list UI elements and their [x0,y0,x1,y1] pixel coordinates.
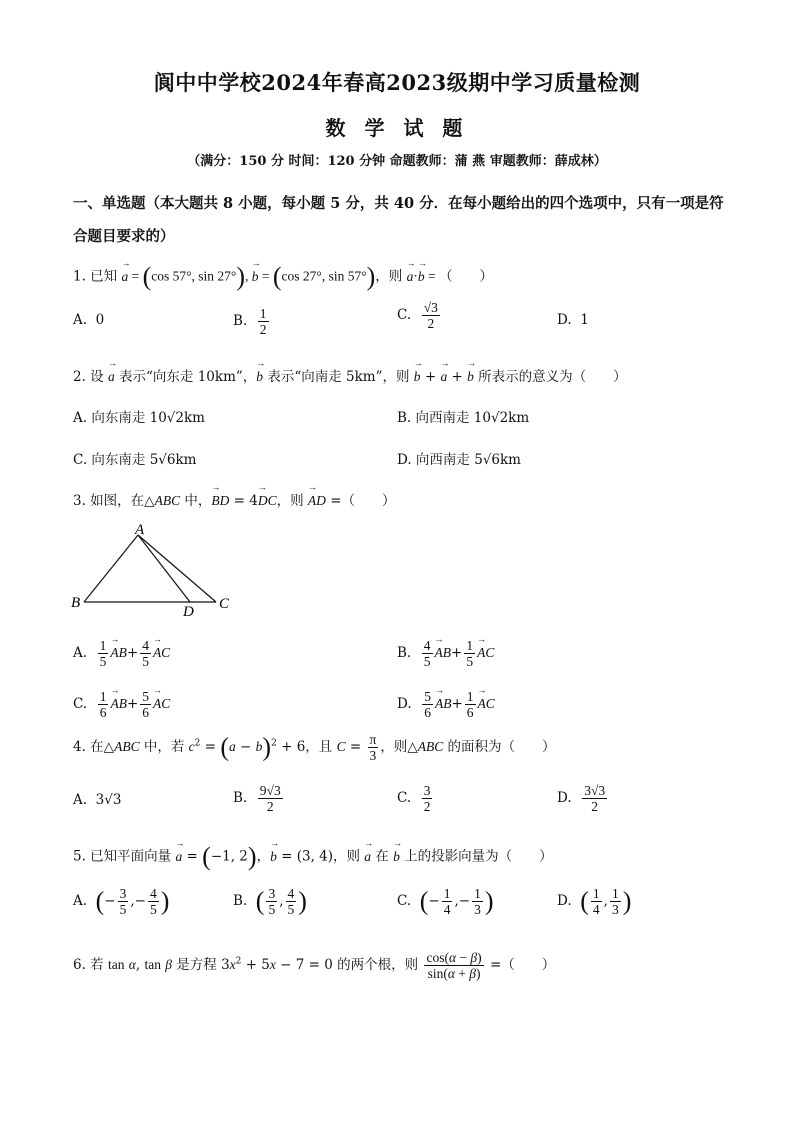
q3-option-d: D. $\frac{5}{6}$ → AB+ $\frac{1}{6}$ → AC [397,689,495,720]
q3-option-a: A. $\frac{1}{5}$ → AB+ $\frac{4}{5}$ → AC [73,638,170,669]
question-3: 3. 如图，在△ABC 中，→ BD = 4→ DC，则 → AD =（ ） [73,489,396,509]
question-1: 1. 已知 → a = (cos 57°, sin 27°), → b = (cos 27°, sin 57°)，则 → a·→ b = （ ） [73,262,493,292]
triangle-figure [66,522,246,618]
q5-option-c: C. (− $\frac{1}{4}$ ,− $\frac{1}{3}$ ) [397,886,494,917]
q2-option-a: A. 向东南走 10√2km [73,410,205,426]
label-b: B [71,595,81,611]
q3-option-b: B. $\frac{4}{5}$ → AB+ $\frac{1}{5}$ → AC [397,638,494,669]
q5-option-a: A. (− $\frac{3}{5}$ ,− $\frac{4}{5}$ ) [73,886,170,917]
section-heading: 一、单选题（本大题共 8 小题，每小题 5 分，共 40 分．在每小题给出的四个选项中，只有一项是符合题目要求的） [73,195,724,245]
label-a: A [135,522,145,538]
q4-option-c: C. $\frac{3}{2}$ [397,783,431,814]
side-ab [84,535,138,602]
question-5: 5. 已知平面向量 → a = (−1, 2)，→ b = (3, 4)，则 → a 在 → b 上的投影向量为（ ） [73,842,553,872]
side-ac [138,535,216,602]
question-6: 6. 若 tan α, tan β 是方程 $3x^2 + 5x - 7 = 0$ 的两个根，则 $\frac{\cos(\alpha - \beta)}{\sin(\alpha + \beta)}$ =（ ） [73,950,556,981]
exam-info: （满分：150 分 时间：120 分钟 命题教师：蒲 燕 审题教师：薛成林） [187,154,607,169]
q1-option-b: B. $\frac{1}{2}$ [233,306,267,337]
q2-option-c: C. 向东南走 5√6km [73,452,197,468]
segment-ad [138,535,190,602]
q4-option-d: D. $\frac{3√3}{2}$ [557,783,606,814]
q1-option-d: D. 1 [557,312,589,328]
exam-title: 阆中中学校2024年春高2023级期中学习质量检测 [153,70,641,95]
label-d: D [183,604,194,618]
q4-option-b: B. $\frac{9√3}{2}$ [233,783,281,814]
q4-option-a: A. 3√3 [73,792,122,808]
q2-option-d: D. 向西南走 5√6km [397,452,521,468]
label-c: C [219,596,230,612]
q5-option-b: B. ( $\frac{3}{5}$ , $\frac{4}{5}$ ) [233,886,307,917]
q1-option-a: A. 0 [73,312,105,328]
q5-option-d: D. ( $\frac{1}{4}$ , $\frac{1}{3}$ ) [557,886,632,917]
q2-option-b: B. 向西南走 10√2km [397,410,530,426]
q1-option-c: C. $\frac{√3}{2}$ [397,300,438,331]
question-2: 2. 设 → a 表示“向东走 10km”，→ b 表示“向南走 5km”，则 → b + → a + → b 所表示的意义为（ ） [73,365,627,385]
question-4: 4. 在△ABC 中，若 $c^2 = (a - b)^2 + 6$，且 C = $\frac{\pi}{3}$ ，则△ABC 的面积为（ ） [73,732,556,763]
exam-subtitle: 数 学 试 题 [325,116,469,140]
q3-option-c: C. $\frac{1}{6}$ → AB+ $\frac{5}{6}$ → AC [73,689,170,720]
